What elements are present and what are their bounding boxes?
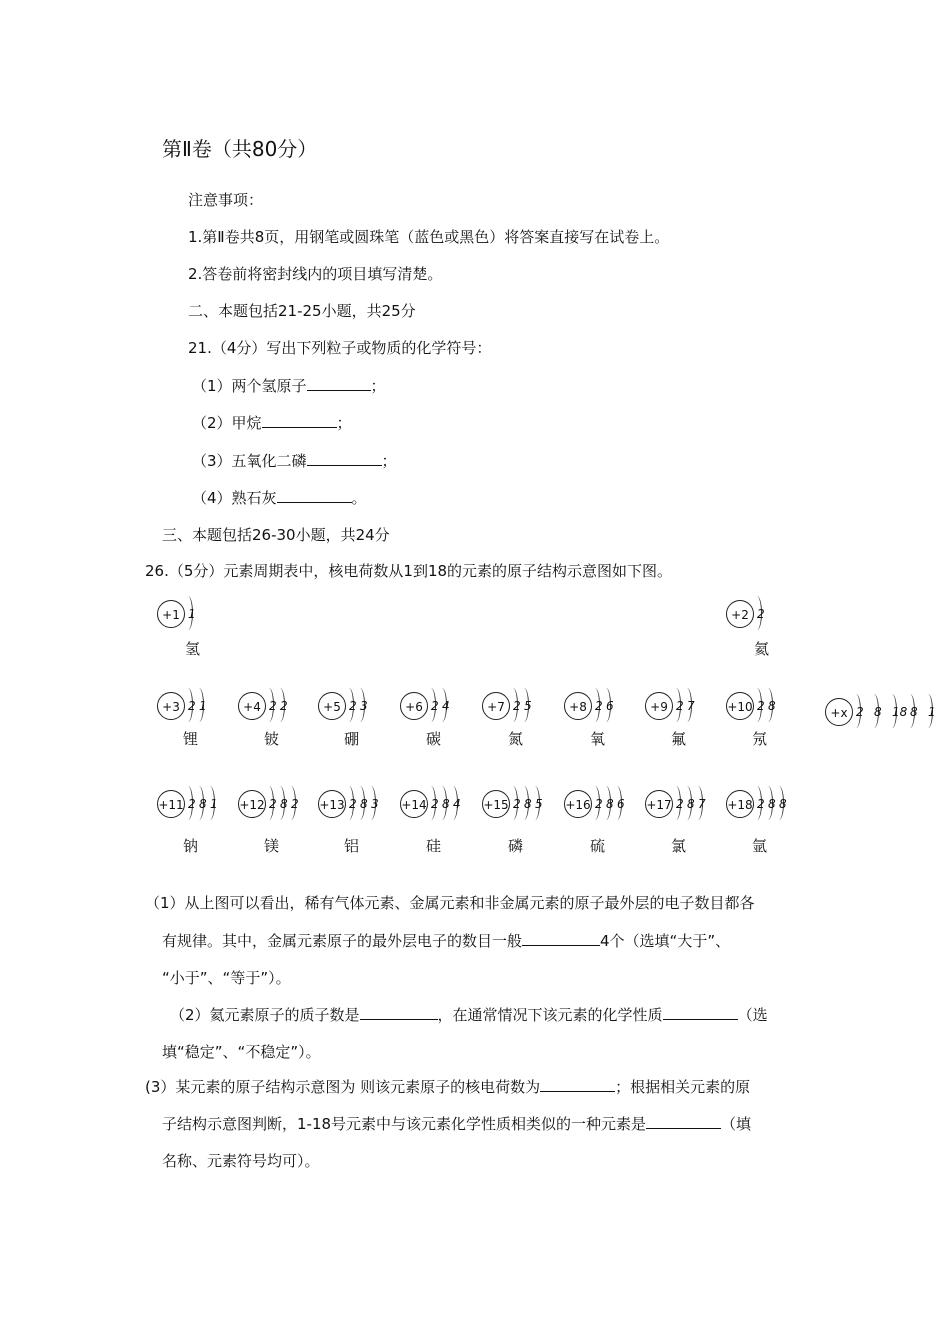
- electron-count: 2: [291, 797, 299, 811]
- electron-count: 2: [269, 797, 277, 811]
- answer-blank[interactable]: [307, 376, 371, 391]
- q26-part-3-text-c: 子结构示意图判断，1-18号元素中与该元素化学性质相类似的一种元素是: [162, 1115, 647, 1133]
- nucleus-charge: +5: [318, 692, 346, 720]
- electron-count: 2: [757, 607, 765, 621]
- electron-count: 1: [928, 705, 936, 719]
- electron-count: 7: [687, 699, 695, 713]
- note-2: 2.答卷前将密封线内的项目填写清楚。: [188, 265, 443, 283]
- electron-count: 8: [768, 797, 776, 811]
- answer-blank[interactable]: [307, 451, 382, 466]
- nucleus-charge: +14: [400, 790, 428, 818]
- q26-part-2-text: （2）氦元素原子的质子数是: [170, 1006, 360, 1024]
- element-name: 氩: [752, 837, 768, 855]
- answer-blank[interactable]: [646, 1114, 721, 1129]
- nucleus-charge: +x: [825, 698, 853, 726]
- atomic-structure-diagram: [0, 590, 950, 870]
- electron-count: 2: [349, 797, 357, 811]
- punct: 。: [351, 489, 367, 507]
- electron-count: 8: [606, 797, 614, 811]
- answer-blank[interactable]: [663, 1005, 738, 1020]
- nucleus-charge: +1: [157, 600, 185, 628]
- q21-part-4-text: （4）熟石灰: [192, 489, 277, 507]
- answer-blank[interactable]: [262, 413, 337, 428]
- q21-part-2: [192, 413, 352, 433]
- page-title: 第Ⅱ卷（共80分）: [162, 137, 318, 161]
- electron-count: 2: [431, 797, 439, 811]
- section3-heading: 三、本题包括26-30小题，共24分: [162, 526, 390, 544]
- punct: ；: [381, 452, 397, 470]
- element-name: 氧: [590, 730, 606, 748]
- electron-count: 3: [371, 797, 379, 811]
- electron-count: 2: [676, 797, 684, 811]
- electron-count: 2: [595, 797, 603, 811]
- answer-blank[interactable]: [277, 488, 352, 503]
- electron-count: 2: [757, 699, 765, 713]
- q26-part-2-line-1: [170, 1005, 768, 1025]
- section2-heading: 二、本题包括21-25小题，共25分: [188, 302, 416, 320]
- element-name: 硫: [590, 837, 606, 855]
- electron-count: 2: [188, 699, 196, 713]
- q21-part-3-text: （3）五氧化二磷: [192, 452, 307, 470]
- element-name: 磷: [508, 837, 524, 855]
- q26-part-3-text-b: ；根据相关元素的原: [615, 1078, 751, 1096]
- element-name: 氟: [671, 730, 687, 748]
- electron-count: 2: [513, 797, 521, 811]
- electron-count: 8: [779, 797, 787, 811]
- electron-count: 8: [280, 797, 288, 811]
- q21-part-1: [192, 376, 386, 396]
- electron-count: 2: [188, 797, 196, 811]
- electron-count: 8: [910, 705, 918, 719]
- element-name: 铝: [344, 837, 360, 855]
- element-name: 氖: [752, 730, 768, 748]
- electron-count: 1: [199, 699, 207, 713]
- electron-count: 7: [698, 797, 706, 811]
- nucleus-charge: +16: [564, 790, 592, 818]
- note-1: 1.第Ⅱ卷共8页，用钢笔或圆珠笔（蓝色或黑色）将答案直接写在试卷上。: [188, 228, 670, 246]
- nucleus-charge: +3: [157, 692, 185, 720]
- electron-count: 4: [442, 699, 450, 713]
- electron-count: 5: [524, 699, 532, 713]
- electron-count: 2: [513, 699, 521, 713]
- element-name: 氮: [508, 730, 524, 748]
- nucleus-charge: +8: [564, 692, 592, 720]
- q26-part-2-text-b: ，在通常情况下该元素的化学性质: [437, 1006, 663, 1024]
- answer-blank[interactable]: [522, 931, 600, 946]
- answer-blank[interactable]: [360, 1005, 438, 1020]
- electron-count: 5: [535, 797, 543, 811]
- electron-count: 6: [617, 797, 625, 811]
- nucleus-charge: +17: [645, 790, 673, 818]
- element-name: 硅: [426, 837, 442, 855]
- element-name: 锂: [183, 730, 199, 748]
- element-name: 铍: [264, 730, 280, 748]
- electron-count: 3: [360, 699, 368, 713]
- electron-count: 8: [768, 699, 776, 713]
- q26-part-3-line-3: 名称、元素符号均可）。: [162, 1152, 320, 1170]
- electron-count: 8: [442, 797, 450, 811]
- electron-count: 1: [188, 607, 196, 621]
- q26-part-1-line-3: “小于”、“等于”）。: [162, 969, 291, 987]
- nucleus-charge: +6: [400, 692, 428, 720]
- question-21: 21.（4分）写出下列粒子或物质的化学符号：: [188, 339, 492, 357]
- nucleus-charge: +13: [318, 790, 346, 818]
- electron-count: 2: [269, 699, 277, 713]
- q26-part-2-line-2: 填“稳定”、“不稳定”）。: [162, 1043, 321, 1061]
- electron-count: 2: [280, 699, 288, 713]
- nucleus-charge: +18: [726, 790, 754, 818]
- element-name: 氢: [185, 640, 201, 658]
- electron-count: 2: [431, 699, 439, 713]
- q21-part-2-text: （2）甲烷: [192, 414, 262, 432]
- electron-count: 4: [453, 797, 461, 811]
- electron-count: 8: [360, 797, 368, 811]
- notes-heading: 注意事项：: [188, 191, 264, 209]
- nucleus-charge: +10: [726, 692, 754, 720]
- nucleus-charge: +11: [157, 790, 185, 818]
- electron-count: 6: [606, 699, 614, 713]
- electron-count: 2: [757, 797, 765, 811]
- q26-part-2-text-c: （选: [737, 1006, 768, 1024]
- electron-count: 2: [676, 699, 684, 713]
- nucleus-charge: +2: [726, 600, 754, 628]
- q26-part-1-text: 有规律。其中，金属元素原子的最外层电子的数目一般: [162, 932, 523, 950]
- q26-part-1-line-2: [162, 931, 730, 951]
- electron-count: 2: [349, 699, 357, 713]
- q26-part-3-text-d: （填: [721, 1115, 752, 1133]
- answer-blank[interactable]: [540, 1077, 615, 1092]
- electron-count: 8: [874, 705, 882, 719]
- question-26: 26.（5分）元素周期表中，核电荷数从1到18的元素的原子结构示意图如下图。: [145, 562, 673, 580]
- electron-count: 8: [199, 797, 207, 811]
- nucleus-charge: +4: [238, 692, 266, 720]
- nucleus-charge: +15: [482, 790, 510, 818]
- q21-part-4: [192, 488, 367, 508]
- nucleus-charge: +7: [482, 692, 510, 720]
- electron-count: 8: [524, 797, 532, 811]
- q21-part-1-text: （1）两个氢原子: [192, 377, 307, 395]
- electron-count: 18: [892, 705, 908, 719]
- element-name: 镁: [264, 837, 280, 855]
- electron-count: 1: [210, 797, 218, 811]
- q26-part-1-options: 4个（选填“大于”、: [600, 932, 731, 950]
- element-name: 碳: [426, 730, 442, 748]
- electron-count: 2: [595, 699, 603, 713]
- q26-part-3-text: (3）某元素的原子结构示意图为 则该元素原子的核电荷数为: [145, 1078, 541, 1096]
- punct: ；: [336, 414, 352, 432]
- nucleus-charge: +12: [238, 790, 266, 818]
- electron-count: 8: [687, 797, 695, 811]
- element-name: 钠: [183, 837, 199, 855]
- element-name: 氯: [671, 837, 687, 855]
- q26-part-1-line-1: （1）从上图可以看出，稀有气体元素、金属元素和非金属元素的原子最外层的电子数目都各: [145, 894, 755, 912]
- element-name: 氦: [754, 640, 770, 658]
- element-name: 硼: [344, 730, 360, 748]
- q26-part-3-line-1: [145, 1077, 750, 1097]
- punct: ；: [370, 377, 386, 395]
- q21-part-3: [192, 451, 397, 471]
- nucleus-charge: +9: [645, 692, 673, 720]
- q26-part-3-line-2: [162, 1114, 751, 1134]
- electron-count: 2: [856, 705, 864, 719]
